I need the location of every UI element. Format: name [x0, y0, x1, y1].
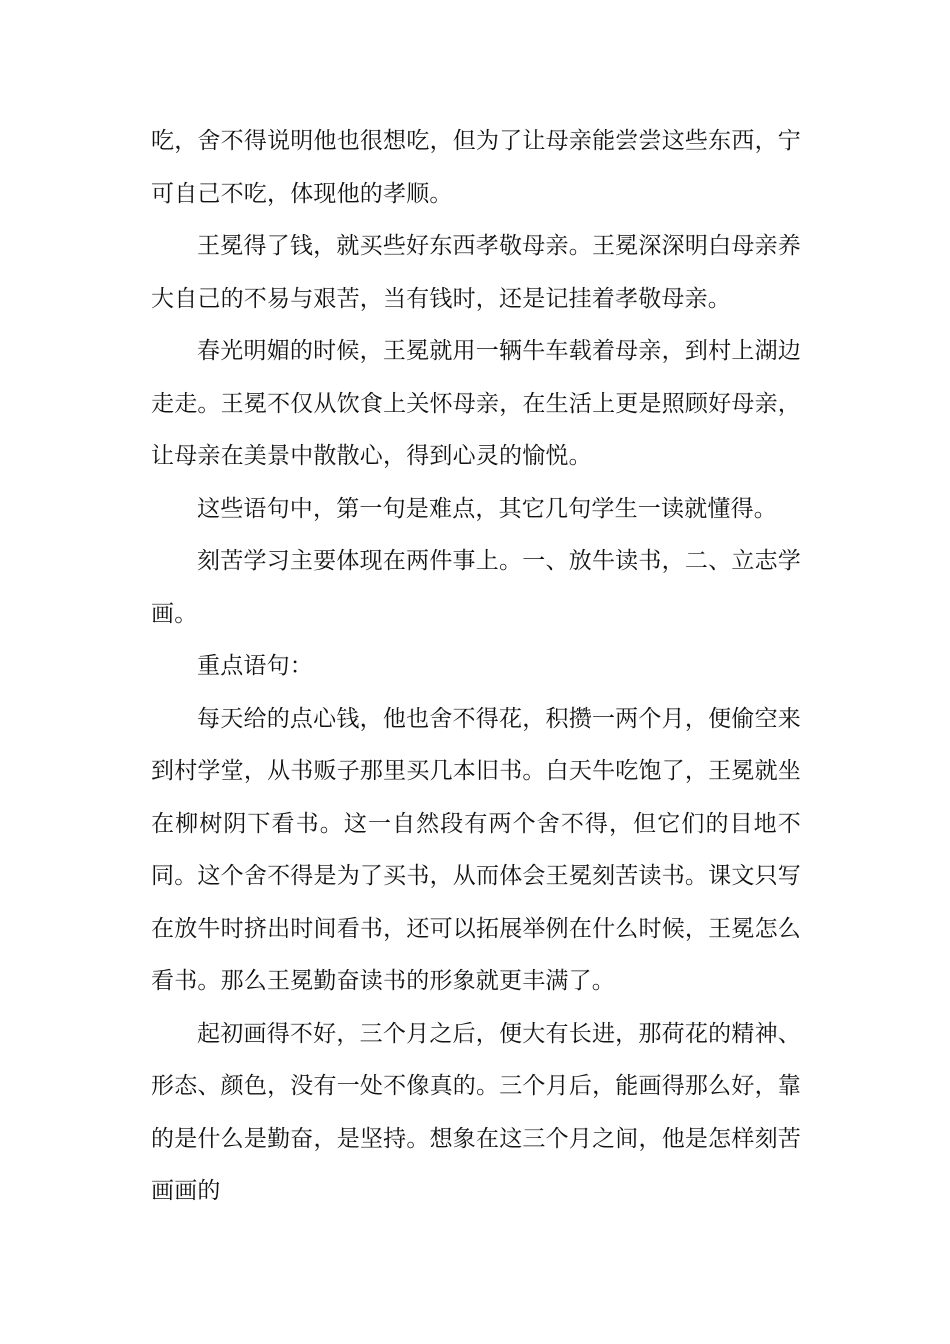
paragraph-5: 刻苦学习主要体现在两件事上。一、放牛读书，二、立志学画。 — [151, 548, 801, 627]
paragraph-2: 王冕得了钱，就买些好东西孝敬母亲。王冕深深明白母亲养大自己的不易与艰苦，当有钱时，还是记挂着孝敬母亲。 — [151, 233, 801, 312]
paragraph-3: 春光明媚的时候，王冕就用一辆牛车载着母亲，到村上湖边走走。王冕不仅从饮食上关怀母亲，在生活上更是照顾好母亲，让母亲在美景中散散心，得到心灵的愉悦。 — [151, 338, 801, 469]
paragraph-6: 重点语句： — [197, 653, 313, 679]
paragraph-4: 这些语句中，第一句是难点，其它几句学生一读就懂得。 — [197, 495, 777, 522]
document-body — [151, 115, 801, 1218]
paragraph-1: 吃，舍不得说明他也很想吃，但为了让母亲能尝尝这些东西，宁可自己不吃，体现他的孝顺。 — [151, 128, 801, 207]
paragraph-7: 每天给的点心钱，他也舍不得花，积攒一两个月，便偷空来到村学堂，从书贩子那里买几本旧书。白天牛吃饱了，王冕就坐在柳树阴下看书。这一自然段有两个舍不得，但它们的目地不同。这个舍不得是为了买书，从而体会王冕刻苦读书。课文只写在放牛时挤出时间看书，还可以拓展举例在什么时候，王冕怎么看书。那么王冕勤奋读书的形象就更丰满了。 — [151, 705, 801, 994]
paragraph-8: 起初画得不好，三个月之后，便大有长进，那荷花的精神、形态、颜色，没有一处不像真的。三个月后，能画得那么好，靠的是什么是勤奋，是坚持。想象在这三个月之间，他是怎样刻苦画画的 — [151, 1020, 801, 1204]
